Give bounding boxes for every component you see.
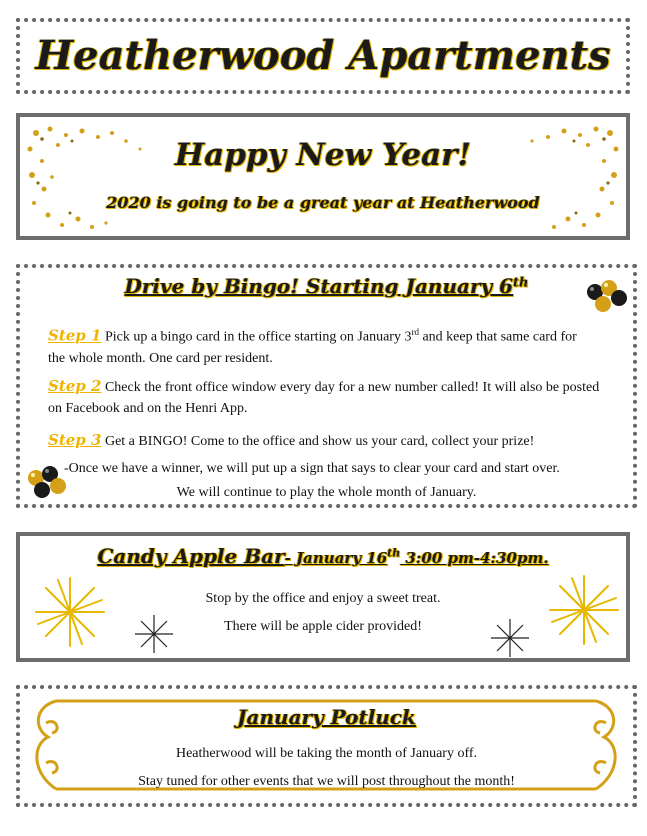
potluck-line-2: Stay tuned for other events that we will post throughout the month! xyxy=(138,774,515,789)
new-year-subtitle: 2020 is going to be a great year at Heatherwood xyxy=(106,193,540,212)
bingo-step-3 xyxy=(48,430,608,452)
gold-firework-left-decoration xyxy=(30,572,110,652)
candy-line-2: There will be apple cider provided! xyxy=(224,619,422,634)
page-title: Heatherwood Apartments xyxy=(35,32,611,79)
bingo-step-1 xyxy=(48,322,588,369)
step-2-label: Step 2 xyxy=(48,377,102,395)
candy-title xyxy=(20,544,626,568)
bingo-title-text: Drive by Bingo! Starting January 6 xyxy=(124,274,513,298)
potluck-title: January Potluck xyxy=(237,705,416,729)
step-2-text: Check the front office window every day for a new number called! It will also be posted on Facebook and on the Henri App. xyxy=(48,380,600,416)
step-1-text-b: and keep that same card for the whole month. One card per resident. xyxy=(48,329,577,366)
bingo-note-2: We will continue to play the whole month of January. xyxy=(176,485,477,500)
step-1-label: Step 1 xyxy=(48,326,102,345)
bingo-title-sup: th xyxy=(513,275,529,291)
new-year-title: Happy New Year! xyxy=(174,137,472,173)
potluck-box xyxy=(16,685,637,807)
step-1-sup: rd xyxy=(411,327,419,337)
header-box xyxy=(16,18,630,94)
bingo-box xyxy=(16,264,637,508)
candy-title-sup: th xyxy=(387,546,401,560)
bingo-title xyxy=(20,274,633,298)
step-3-text: Get a BINGO! Come to the office and show us your card, collect your prize! xyxy=(101,434,535,449)
balloons-top-right-decoration xyxy=(583,278,629,316)
new-year-box xyxy=(16,113,630,240)
candy-title-c: 3:00 pm-4:30pm. xyxy=(400,549,549,567)
candy-line-1: Stop by the office and enjoy a sweet treat. xyxy=(205,591,441,606)
potluck-line-1: Heatherwood will be taking the month of January off. xyxy=(175,746,478,761)
bingo-note-1: -Once we have a winner, we will put up a sign that says to clear your card and start over. xyxy=(64,461,560,476)
candy-title-b: - January 16 xyxy=(284,549,388,567)
candy-title-a: Candy Apple Bar xyxy=(97,544,285,568)
bingo-step-2 xyxy=(48,376,608,419)
gold-firework-right-decoration xyxy=(544,570,624,650)
step-1-text-a: Pick up a bingo card in the office starting on January 3 xyxy=(101,329,412,345)
candy-box xyxy=(16,532,630,662)
step-3-label: Step 3 xyxy=(48,431,102,449)
